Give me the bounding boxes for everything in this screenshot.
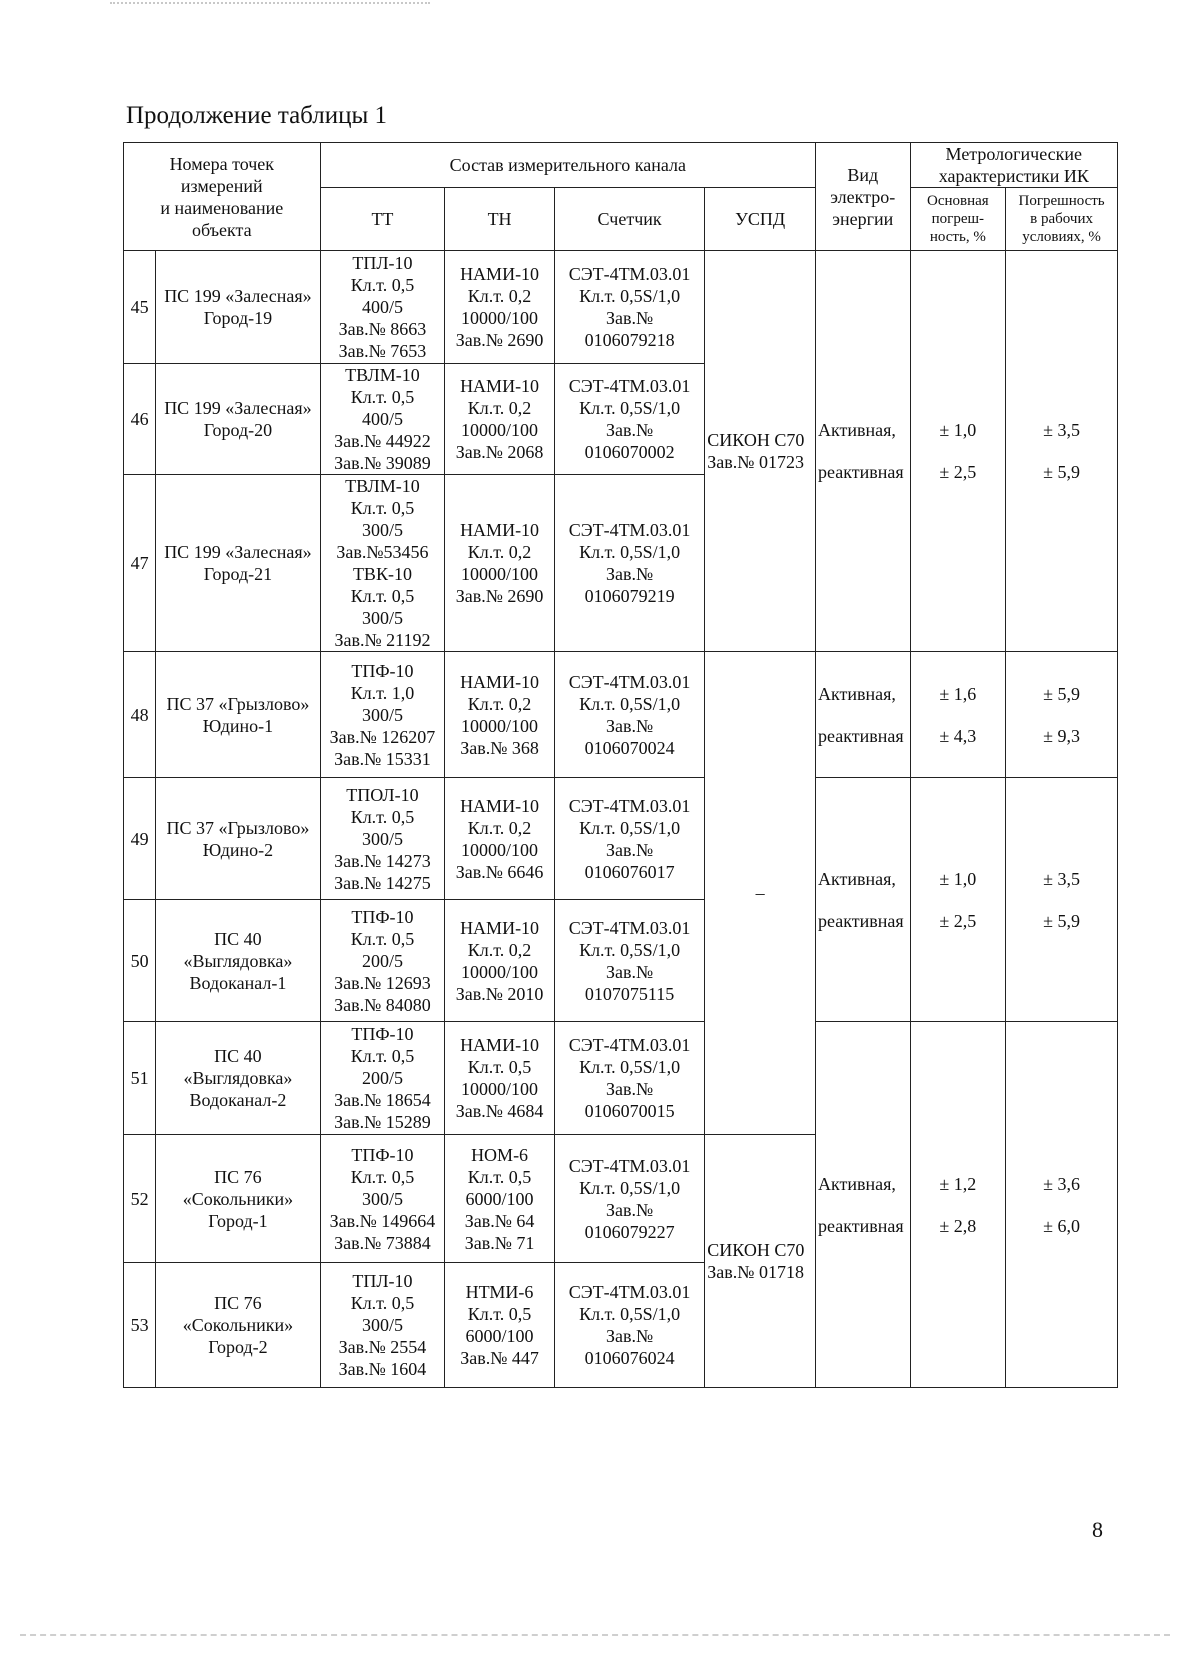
header-points: Номера точек измерений и наименование объекта	[124, 143, 321, 251]
row-number: 53	[124, 1263, 156, 1388]
header-composition: Состав измерительного канала	[320, 143, 815, 188]
tt-cell: ТПФ-10 Кл.т. 0,5 200/5 Зав.№ 18654 Зав.№ 15289	[320, 1022, 445, 1135]
tn-cell: НАМИ-10 Кл.т. 0,2 10000/100 Зав.№ 2690	[445, 475, 555, 652]
object-name: ПС 37 «Грызлово» Юдино-1	[156, 652, 320, 778]
row-number: 50	[124, 900, 156, 1022]
object-name: ПС 76 «Сокольники» Город-2	[156, 1263, 320, 1388]
basic-error-cell: ± 1,6 ± 4,3	[910, 652, 1006, 778]
counter-cell: СЭТ-4ТМ.03.01 Кл.т. 0,5S/1,0 Зав.№ 0106070015	[554, 1022, 704, 1135]
object-name: ПС 199 «Залесная» Город-21	[156, 475, 320, 652]
header-uspd: УСПД	[705, 188, 816, 251]
header-metro: Метрологические характеристики ИК	[910, 143, 1117, 188]
measurement-table	[123, 142, 1118, 1388]
header-counter: Счетчик	[554, 188, 704, 251]
counter-cell: СЭТ-4ТМ.03.01 Кл.т. 0,5S/1,0 Зав.№ 0107075115	[554, 900, 704, 1022]
tt-cell: ТПОЛ-10 Кл.т. 0,5 300/5 Зав.№ 14273 Зав.№ 14275	[320, 778, 445, 900]
counter-cell: СЭТ-4ТМ.03.01 Кл.т. 0,5S/1,0 Зав.№ 0106076017	[554, 778, 704, 900]
row-number: 46	[124, 364, 156, 475]
work-error-cell: ± 3,6 ± 6,0	[1006, 1022, 1118, 1388]
tt-cell: ТПФ-10 Кл.т. 1,0 300/5 Зав.№ 126207 Зав.№ 15331	[320, 652, 445, 778]
basic-error-cell: ± 1,0 ± 2,5	[910, 778, 1006, 1022]
object-name: ПС 199 «Залесная» Город-20	[156, 364, 320, 475]
row-number: 51	[124, 1022, 156, 1135]
row-number: 49	[124, 778, 156, 900]
tn-cell: НАМИ-10 Кл.т. 0,2 10000/100 Зав.№ 2068	[445, 364, 555, 475]
tn-cell: НАМИ-10 Кл.т. 0,2 10000/100 Зав.№ 6646	[445, 778, 555, 900]
tn-cell: НАМИ-10 Кл.т. 0,2 10000/100 Зав.№ 368	[445, 652, 555, 778]
row-number: 45	[124, 251, 156, 364]
work-error-cell: ± 3,5 ± 5,9	[1006, 251, 1118, 652]
tn-cell: НАМИ-10 Кл.т. 0,5 10000/100 Зав.№ 4684	[445, 1022, 555, 1135]
header-tn: ТН	[445, 188, 555, 251]
scan-artifact-top	[110, 2, 430, 10]
page-number: 8	[1092, 1517, 1103, 1542]
energy-type-cell: Активная, реактивная	[816, 1022, 911, 1388]
tt-cell: ТПЛ-10 Кл.т. 0,5 300/5 Зав.№ 2554 Зав.№ 1604	[320, 1263, 445, 1388]
tt-cell: ТПЛ-10 Кл.т. 0,5 400/5 Зав.№ 8663 Зав.№ 7653	[320, 251, 445, 364]
object-name: ПС 76 «Сокольники» Город-1	[156, 1135, 320, 1263]
tn-cell: НАМИ-10 Кл.т. 0,2 10000/100 Зав.№ 2010	[445, 900, 555, 1022]
tt-cell: ТПФ-10 Кл.т. 0,5 300/5 Зав.№ 149664 Зав.№ 73884	[320, 1135, 445, 1263]
counter-cell: СЭТ-4ТМ.03.01 Кл.т. 0,5S/1,0 Зав.№ 0106079227	[554, 1135, 704, 1263]
table-caption: Продолжение таблицы 1	[126, 102, 388, 129]
tt-cell: ТВЛМ-10 Кл.т. 0,5 400/5 Зав.№ 44922 Зав.№ 39089	[320, 364, 445, 475]
header-tt: ТТ	[320, 188, 445, 251]
uspd-cell: СИКОН С70 Зав.№ 01723	[705, 251, 816, 652]
basic-error-cell: ± 1,2 ± 2,8	[910, 1022, 1006, 1388]
header-basic-error: Основная погреш- ность, %	[910, 188, 1006, 251]
tn-cell: НАМИ-10 Кл.т. 0,2 10000/100 Зав.№ 2690	[445, 251, 555, 364]
energy-type-cell: Активная, реактивная	[816, 778, 911, 1022]
row-number: 48	[124, 652, 156, 778]
tt-cell: ТПФ-10 Кл.т. 0,5 200/5 Зав.№ 12693 Зав.№ 84080	[320, 900, 445, 1022]
row-number: 47	[124, 475, 156, 652]
table-row	[124, 1022, 1118, 1135]
counter-cell: СЭТ-4ТМ.03.01 Кл.т. 0,5S/1,0 Зав.№ 0106070024	[554, 652, 704, 778]
uspd-cell: СИКОН С70 Зав.№ 01718	[705, 1135, 816, 1388]
tt-cell: ТВЛМ-10 Кл.т. 0,5 300/5 Зав.№53456 ТВК-10 Кл.т. 0,5 300/5 Зав.№ 21192	[320, 475, 445, 652]
tn-cell: НОМ-6 Кл.т. 0,5 6000/100 Зав.№ 64 Зав.№ 71	[445, 1135, 555, 1263]
energy-type-cell: Активная, реактивная	[816, 652, 911, 778]
counter-cell: СЭТ-4ТМ.03.01 Кл.т. 0,5S/1,0 Зав.№ 0106076024	[554, 1263, 704, 1388]
tn-cell: НТМИ-6 Кл.т. 0,5 6000/100 Зав.№ 447	[445, 1263, 555, 1388]
counter-cell: СЭТ-4ТМ.03.01 Кл.т. 0,5S/1,0 Зав.№ 0106070002	[554, 364, 704, 475]
work-error-cell: ± 3,5 ± 5,9	[1006, 778, 1118, 1022]
object-name: ПС 40 «Выглядовка» Водоканал-1	[156, 900, 320, 1022]
row-number: 52	[124, 1135, 156, 1263]
table-row	[124, 778, 1118, 900]
scan-artifact-bottom	[20, 1634, 1170, 1638]
counter-cell: СЭТ-4ТМ.03.01 Кл.т. 0,5S/1,0 Зав.№ 0106079219	[554, 475, 704, 652]
table-row	[124, 652, 1118, 778]
work-error-cell: ± 5,9 ± 9,3	[1006, 652, 1118, 778]
basic-error-cell: ± 1,0 ± 2,5	[910, 251, 1006, 652]
header-work-error: Погрешность в рабочих условиях, %	[1006, 188, 1118, 251]
object-name: ПС 199 «Залесная» Город-19	[156, 251, 320, 364]
counter-cell: СЭТ-4ТМ.03.01 Кл.т. 0,5S/1,0 Зав.№ 0106079218	[554, 251, 704, 364]
object-name: ПС 40 «Выглядовка» Водоканал-2	[156, 1022, 320, 1135]
header-energy: Вид электро- энергии	[816, 143, 911, 251]
table-row	[124, 251, 1118, 364]
energy-type-cell: Активная, реактивная	[816, 251, 911, 652]
object-name: ПС 37 «Грызлово» Юдино-2	[156, 778, 320, 900]
uspd-cell-none: –	[705, 652, 816, 1135]
